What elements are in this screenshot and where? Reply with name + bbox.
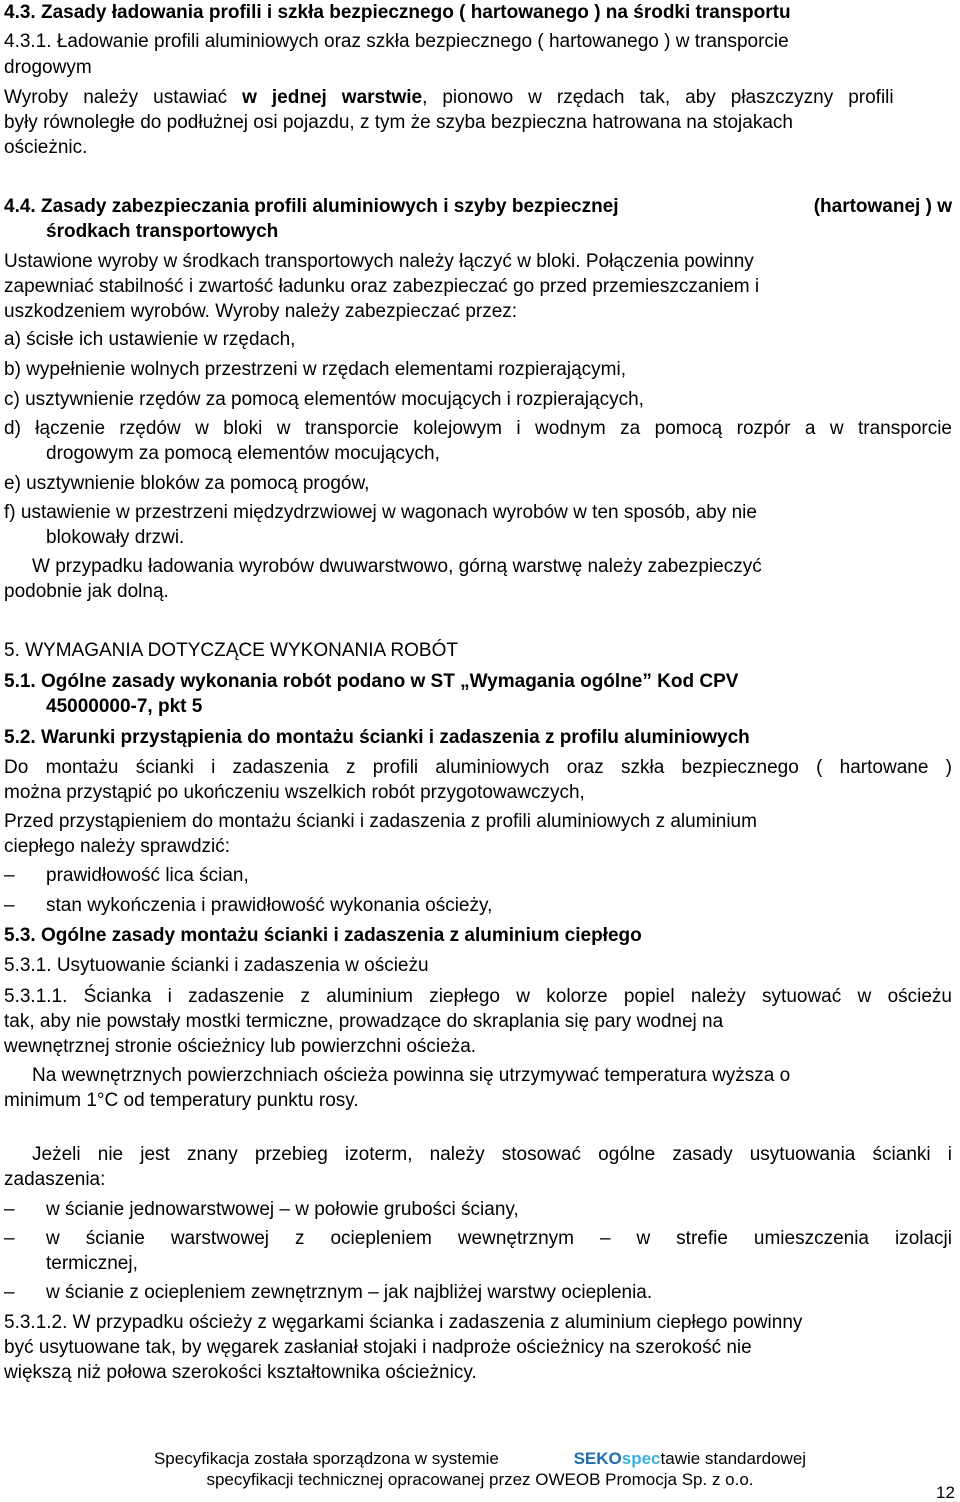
section-5-3-1-1-line-1: 5.3.1.1. Ścianka i zadaszenie z aluminium ziepłego w kolorze popiel należy sytuować w ościeżu <box>4 986 952 1007</box>
section-5-3-heading: 5.3. Ogólne zasady montażu ścianki i zadaszenia z aluminium ciepłego <box>4 925 642 946</box>
section-5-3-1-2-line-1: 5.3.1.2. W przypadku ościeży z węgarkami ścianka i zadaszenia z aluminium ciepłego powinny <box>4 1312 803 1333</box>
dash-bullet: – <box>4 865 15 886</box>
section-5-2-p2-line-1: Przed przystąpieniem do montażu ścianki i zadaszenia z profili aluminiowych z aluminium <box>4 811 757 832</box>
paragraph-4-4-line-3: uszkodzeniem wyrobów. Wyroby należy zabezpieczać przez: <box>4 301 518 322</box>
dash-bullet: – <box>4 1282 15 1303</box>
list-text: stan wykończenia i prawidłowość wykonania ościeży, <box>46 895 493 916</box>
list-item-c: c) usztywnienie rzędów za pomocą elementów mocujących i rozpierających, <box>4 389 644 410</box>
dash-bullet: – <box>4 1228 15 1249</box>
dash-bullet: – <box>4 895 15 916</box>
section-5-3-1-1-line-2: tak, aby nie powstały mostki termiczne, prowadzące do skraplania się pary wodnej na <box>4 1011 724 1032</box>
sekospec-logo-spec: spec <box>621 1449 661 1468</box>
section-5-3-1-1-p2-line-1: Na wewnętrznych powierzchniach ościeża powinna się utrzymywać temperatura wyższa o <box>32 1065 791 1086</box>
section-5-2-p1-line-2: można przystąpić po ukończeniu wszelkich robót przygotowawczych, <box>4 782 585 803</box>
paragraph-4-4-line-1: Ustawione wyroby w środkach transportowych należy łączyć w bloki. Połączenia powinny <box>4 251 754 272</box>
text-run: Wyroby należy ustawiać <box>4 87 243 108</box>
paragraph-4-4-line-2: zapewniać stabilność i zwartość ładunku oraz zabezpieczać go przed przemieszczaniem i <box>4 276 760 297</box>
page-number: 12 <box>936 1483 955 1502</box>
note-line-2: podobnie jak dolną. <box>4 581 169 602</box>
section-5-3-1-1-p3-line-2: zadaszenia: <box>4 1169 106 1190</box>
section-5-heading: 5. WYMAGANIA DOTYCZĄCE WYKONANIA ROBÓT <box>4 640 458 661</box>
footer-text: tawie standardowej <box>660 1449 807 1468</box>
paragraph-4-3-line-1 <box>4 88 894 107</box>
text-run: , pionowo w rzędach tak, aby płaszczyzny profili <box>422 87 894 108</box>
list-text: w ścianie jednowarstwowej – w połowie grubości ściany, <box>46 1199 519 1220</box>
section-5-3-1-2-line-2: być usytuowane tak, by węgarek zasłaniał stojaki i nadproże ościeżnicy na szerokość nie <box>4 1337 752 1358</box>
section-5-3-1-heading: 5.3.1. Usytuowanie ścianki i zadaszenia w ościeżu <box>4 955 429 976</box>
bold-text-run: w jednej warstwie <box>242 87 423 108</box>
section-4-3-1-line <box>4 32 952 51</box>
paragraph-4-3-line-2: były równoległe do podłużnej osi pojazdu, z tym że szyba bezpieczna hatrowana na stojakach <box>4 112 793 133</box>
note-line-1: W przypadku ładowania wyrobów dwuwarstwowo, górną warstwę należy zabezpieczyć <box>32 556 762 577</box>
list-item-d: d) łączenie rzędów w bloki w transporcie kolejowym i wodnym za pomocą rozpór a w transporcie <box>4 418 952 439</box>
list-item-b: b) wypełnienie wolnych przestrzeni w rzędach elementami rozpierającymi, <box>4 359 626 380</box>
footer-line-2: specyfikacji technicznej opracowanej przez OWEOB Promocja Sp. z o.o. <box>206 1470 754 1489</box>
list-text: w ścianie warstwowej z ociepleniem wewnętrznym – w strefie umieszczenia izolacji <box>46 1228 952 1249</box>
heading-text: 4.4. Zasady zabezpieczania profili aluminiowych i szyby bezpiecznej <box>4 196 619 217</box>
section-5-3-1-2-line-3: większą niż połowa szerokości kształtownika ościeżnicy. <box>4 1362 477 1383</box>
paragraph-4-3-line-3: ościeżnic. <box>4 137 88 158</box>
section-4-3-heading: 4.3. Zasady ładowania profili i szkła bezpiecznego ( hartowanego ) na środki transportu <box>4 2 791 23</box>
section-5-2-p1-line-1: Do montażu ścianki i zadaszenia z profili aluminiowych oraz szkła bezpiecznego ( hartowane ) <box>4 757 952 778</box>
list-text: prawidłowość lica ścian, <box>46 865 249 886</box>
list-item-a: a) ścisłe ich ustawienie w rzędach, <box>4 329 296 350</box>
section-5-3-1-1-line-3: wewnętrznej stronie ościeżnicy lub powierzchni ościeża. <box>4 1036 477 1057</box>
list-item-f: f) ustawienie w przestrzeni międzydrzwiowej w wagonach wyrobów w ten sposób, aby nie <box>4 502 757 523</box>
placement-list-item-2-cont: termicznej, <box>46 1253 138 1274</box>
section-5-2-heading: 5.2. Warunki przystąpienia do montażu ścianki i zadaszenia z profilu aluminiowych <box>4 727 750 748</box>
section-4-4-heading <box>4 197 952 216</box>
section-5-3-1-1-p3-line-1: Jeżeli nie jest znany przebieg izoterm, należy stosować ogólne zasady usytuowania ścianki i <box>32 1144 952 1165</box>
footer-line-1 <box>0 1450 960 1467</box>
section-4-4-heading-line-2: środkach transportowych <box>46 221 279 242</box>
footer-text: Specyfikacja została sporządzona w systemie <box>153 1449 499 1468</box>
section-5-2-p2-line-2: ciepłego należy sprawdzić: <box>4 836 231 857</box>
heading-text: (hartowanej ) w <box>813 196 952 217</box>
section-5-1-line-2: 45000000-7, pkt 5 <box>46 696 203 717</box>
section-4-3-1-text: 4.3.1. Ładowanie profili aluminiowych oraz szkła bezpiecznego ( hartowanego ) w transporcie <box>4 31 789 52</box>
list-text: w ścianie z ociepleniem zewnętrznym – jak najbliżej warstwy ocieplenia. <box>46 1282 653 1303</box>
section-5-3-1-1-p2-line-2: minimum 1°C od temperatury punktu rosy. <box>4 1090 359 1111</box>
section-4-3-1-line-2: drogowym <box>4 57 92 78</box>
dash-bullet: – <box>4 1199 15 1220</box>
list-item-d-cont: drogowym za pomocą elementów mocujących, <box>46 443 440 464</box>
list-item-e: e) usztywnienie bloków za pomocą progów, <box>4 473 370 494</box>
sekospec-logo-seko: SEKO <box>573 1449 622 1468</box>
list-item-f-cont: blokowały drzwi. <box>46 527 185 548</box>
section-5-1-line-1: 5.1. Ogólne zasady wykonania robót podano w ST „Wymagania ogólne” Kod CPV <box>4 671 739 692</box>
